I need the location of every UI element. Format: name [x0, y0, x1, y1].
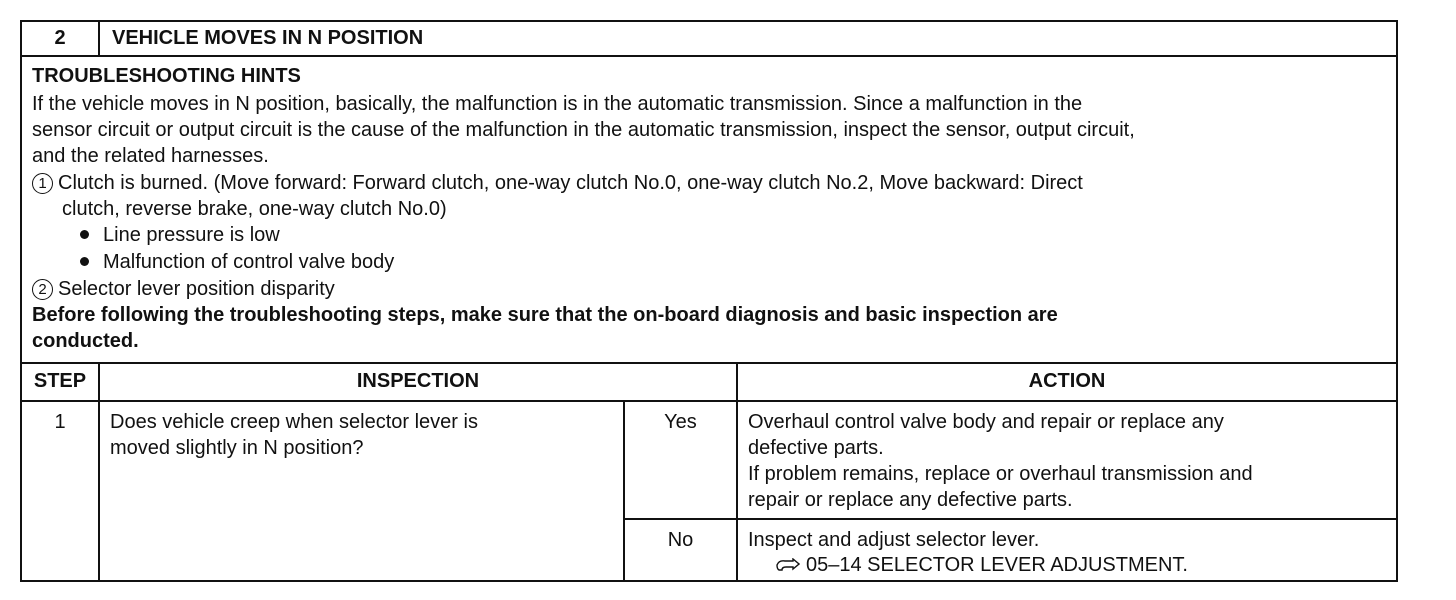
inspection-line-1: Does vehicle creep when selector lever is: [110, 411, 478, 433]
hints-heading: TROUBLESHOOTING HINTS: [32, 65, 301, 87]
no-action-line-1: Inspect and adjust selector lever.: [748, 529, 1040, 551]
hint-item-2-text: Selector lever position disparity: [58, 278, 335, 300]
step-column-divider: [98, 362, 100, 582]
header-inspection: INSPECTION: [356, 370, 480, 392]
answer-no: No: [667, 529, 694, 551]
section-number: 2: [54, 27, 66, 49]
table-top-rule: [20, 362, 1398, 364]
yes-action-line-1: Overhaul control valve body and repair or replace any: [748, 411, 1224, 433]
yes-action-line-3: If problem remains, replace or overhaul transmission and: [748, 463, 1253, 485]
hint-item-2: [32, 276, 335, 302]
hint-item-1: [32, 170, 1083, 196]
reference-text[interactable]: 05–14 SELECTOR LEVER ADJUSTMENT.: [806, 554, 1188, 576]
hints-paragraph-line-3: and the related harnesses.: [32, 145, 269, 167]
hints-note-line-2: conducted.: [32, 330, 139, 352]
title-bottom-rule: [20, 55, 1398, 57]
action-column-divider: [736, 362, 738, 582]
circled-number-1: 1: [32, 173, 53, 194]
reference-arrow-icon: [776, 558, 800, 572]
table-header-rule: [20, 400, 1398, 402]
bullet-icon: [80, 230, 89, 239]
reference-link[interactable]: [776, 552, 1188, 578]
header-step: STEP: [33, 370, 87, 392]
hints-paragraph-line-1: If the vehicle moves in N position, basically, the malfunction is in the automatic transmission. Since a malfunction in the: [32, 93, 1083, 115]
section-title: VEHICLE MOVES IN N POSITION: [112, 27, 424, 49]
frame-top-border: [20, 20, 1398, 22]
frame-right-border: [1396, 20, 1398, 582]
sub-bullet-2: [32, 249, 394, 275]
yes-action-line-2: defective parts.: [748, 437, 884, 459]
title-divider: [98, 20, 100, 56]
sub-bullet-1: [32, 222, 280, 248]
circled-number-2: 2: [32, 279, 53, 300]
hint-item-1-line-1: Clutch is burned. (Move forward: Forward clutch, one-way clutch No.0, one-way clutch No.2, Move backward: Direct: [58, 172, 1083, 194]
bullet-icon: [80, 257, 89, 266]
sub-bullet-1-text: Line pressure is low: [103, 224, 280, 246]
hints-paragraph-line-2: sensor circuit or output circuit is the cause of the malfunction in the automatic transmission, inspect the sensor, output circuit,: [32, 119, 1135, 141]
inspection-line-2: moved slightly in N position?: [110, 437, 364, 459]
yes-no-rule: [623, 518, 1398, 520]
sub-bullet-2-text: Malfunction of control valve body: [103, 251, 395, 273]
frame-bottom-border: [20, 580, 1398, 582]
yes-action-line-4: repair or replace any defective parts.: [748, 489, 1073, 511]
header-action: ACTION: [1028, 370, 1106, 392]
hints-note-line-1: Before following the troubleshooting steps, make sure that the on-board diagnosis and basic inspection are: [32, 304, 1058, 326]
answer-yes: Yes: [664, 411, 697, 433]
frame-left-border: [20, 20, 22, 582]
step-number: 1: [54, 411, 66, 433]
hint-item-1-line-2: clutch, reverse brake, one-way clutch No.0): [62, 198, 447, 220]
